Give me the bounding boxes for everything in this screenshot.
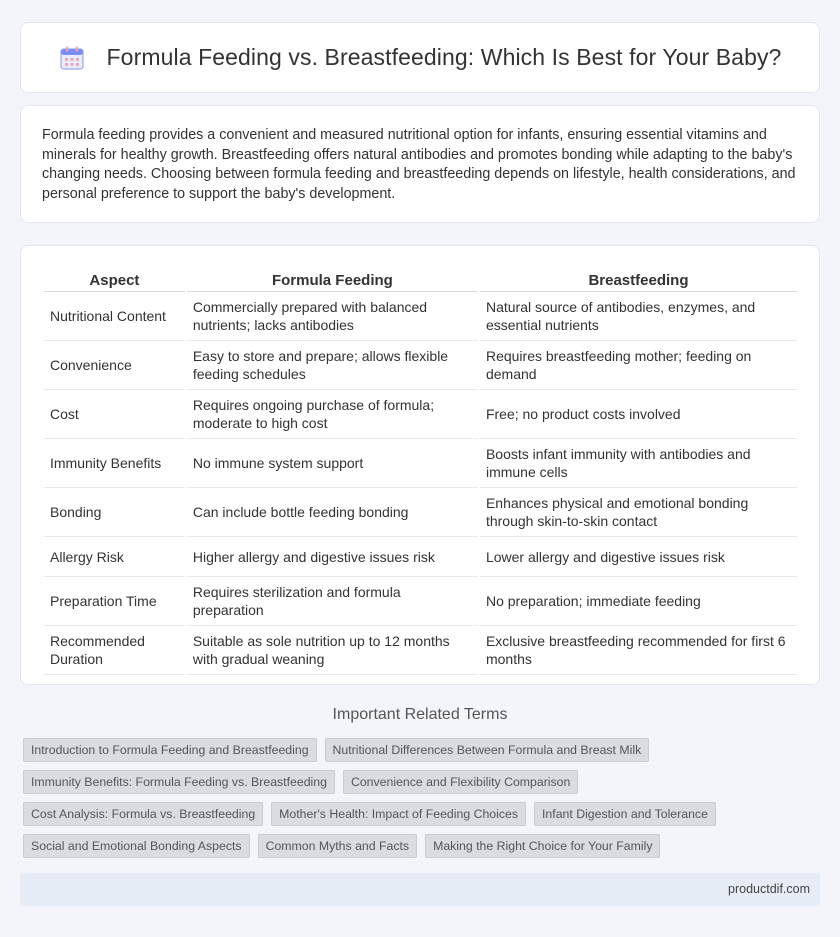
table-row [44,488,797,537]
calendar-icon [59,45,85,71]
cell-formula: Higher allergy and digestive issues risk [187,537,478,577]
cell-formula: Easy to store and prepare; allows flexible feeding schedules [187,341,478,390]
related-tag[interactable]: Nutritional Differences Between Formula and Breast Milk [325,738,650,762]
table-row [44,626,797,675]
cell-aspect: Preparation Time [44,577,185,626]
cell-aspect: Cost [44,390,185,439]
cell-formula: No immune system support [187,439,478,488]
cell-breast: Boosts infant immunity with antibodies and immune cells [480,439,797,488]
header-aspect: Aspect [44,264,185,292]
related-tag[interactable]: Infant Digestion and Tolerance [534,802,716,826]
related-tag[interactable]: Introduction to Formula Feeding and Breastfeeding [23,738,317,762]
cell-formula: Can include bottle feeding bonding [187,488,478,537]
related-tag[interactable]: Social and Emotional Bonding Aspects [23,834,250,858]
table-row [44,292,797,341]
table-row [44,390,797,439]
cell-aspect: Nutritional Content [44,292,185,341]
cell-breast: Requires breastfeeding mother; feeding on demand [480,341,797,390]
cell-breast: Lower allergy and digestive issues risk [480,537,797,577]
related-tag[interactable]: Common Myths and Facts [258,834,418,858]
related-terms-tags [23,738,813,858]
cell-aspect: Allergy Risk [44,537,185,577]
related-terms-title: Important Related Terms [332,706,508,723]
header-breastfeeding: Breastfeeding [480,264,797,292]
header-card [20,22,820,93]
related-tag[interactable]: Making the Right Choice for Your Family [425,834,660,858]
related-tag[interactable]: Immunity Benefits: Formula Feeding vs. Breastfeeding [23,770,335,794]
cell-aspect: Recommended Duration [44,626,185,675]
cell-breast: No preparation; immediate feeding [480,577,797,626]
cell-breast: Natural source of antibodies, enzymes, and essential nutrients [480,292,797,341]
table-row [44,537,797,577]
table-row [44,439,797,488]
cell-aspect: Bonding [44,488,185,537]
intro-paragraph: Formula feeding provides a convenient and measured nutritional option for infants, ensuring essential vitamins and minerals for healthy growth. Breastfeeding offers natural antibodies and promotes bonding while adapting to the baby's changing needs. Choosing between formula feeding and breastfeeding depends on lifestyle, health considerations, and personal preference to support the baby's development. [42,127,796,202]
cell-breast: Enhances physical and emotional bonding through skin-to-skin contact [480,488,797,537]
comparison-card [20,245,820,685]
cell-formula: Requires sterilization and formula preparation [187,577,478,626]
related-tag[interactable]: Cost Analysis: Formula vs. Breastfeeding [23,802,263,826]
related-tag[interactable]: Mother's Health: Impact of Feeding Choices [271,802,526,826]
cell-formula: Requires ongoing purchase of formula; moderate to high cost [187,390,478,439]
cell-formula: Commercially prepared with balanced nutrients; lacks antibodies [187,292,478,341]
header-formula-feeding: Formula Feeding [187,264,478,292]
cell-aspect: Convenience [44,341,185,390]
table-row [44,577,797,626]
table-row [44,341,797,390]
related-tag[interactable]: Convenience and Flexibility Comparison [343,770,578,794]
comparison-table [42,264,799,675]
footer-site-link[interactable]: productdif.com [728,882,810,896]
intro-card [20,105,820,223]
page-title: Formula Feeding vs. Breastfeeding: Which Is Best for Your Baby? [106,44,782,70]
cell-formula: Suitable as sole nutrition up to 12 months with gradual weaning [187,626,478,675]
cell-breast: Exclusive breastfeeding recommended for first 6 months [480,626,797,675]
table-header-row [44,264,797,292]
cell-aspect: Immunity Benefits [44,439,185,488]
cell-breast: Free; no product costs involved [480,390,797,439]
footer [20,873,820,906]
